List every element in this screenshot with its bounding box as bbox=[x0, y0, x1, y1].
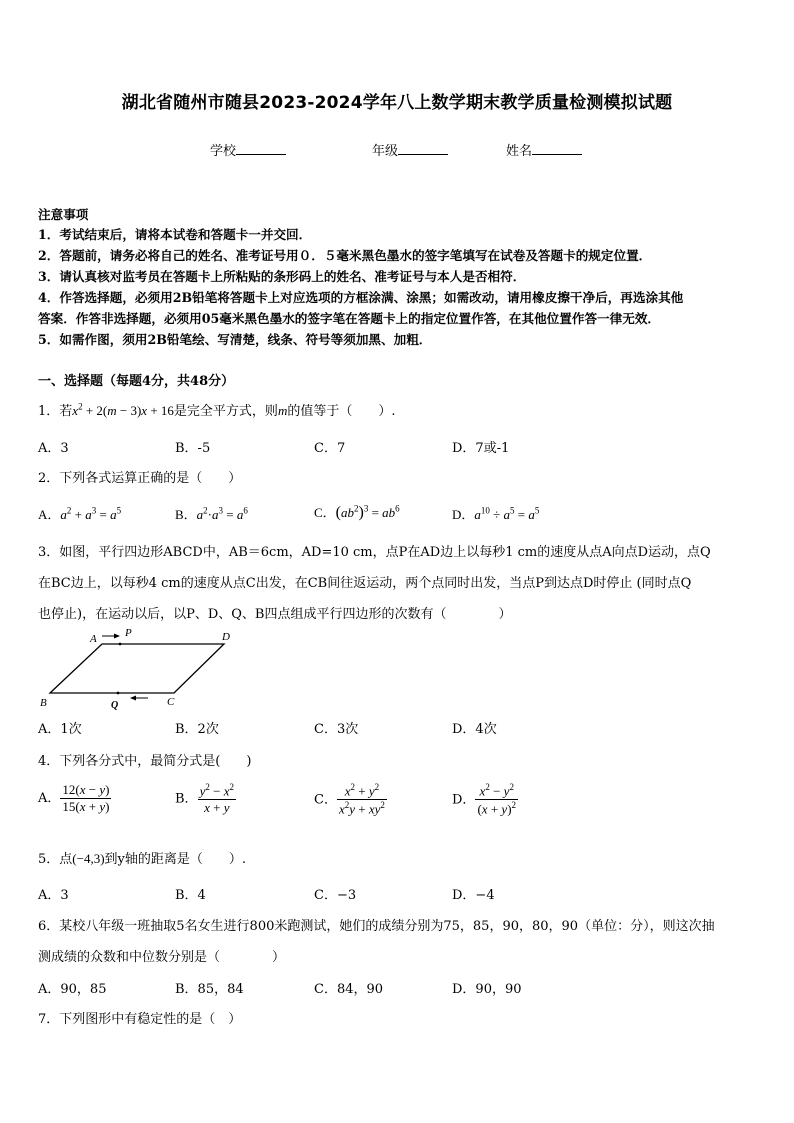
notice-heading: 注意事项 bbox=[38, 207, 89, 222]
option[interactable]: C．3次 bbox=[314, 722, 359, 737]
option[interactable]: B．2次 bbox=[175, 722, 219, 737]
option[interactable]: D．4次 bbox=[452, 722, 497, 737]
option[interactable]: B． $\frac{y^2 - x^2}{x + y}$ bbox=[175, 782, 234, 816]
question-3-line: 也停止)，在运动以后，以P、D、Q、B四点组成平行四边形的次数有（ ） bbox=[38, 607, 512, 622]
notice-item: 4．作答选择题，必须用2B铅笔将答题卡上对应选项的方框涂满、涂黑；如需改动，请用橡皮擦干净后，再选涂其他 bbox=[38, 290, 684, 305]
notice-item: 5．如需作图，须用2B铅笔绘、写清楚，线条、符号等须加黑、加粗． bbox=[38, 332, 432, 347]
label-a: A bbox=[90, 633, 97, 645]
label-p: P bbox=[125, 627, 132, 639]
label-c: C bbox=[167, 696, 175, 708]
notice-item: 2．答题前，请务必将自己的姓名、准考证号用０．５毫米黑色墨水的签字笔填写在试卷及答题卡的规定位置． bbox=[38, 248, 652, 263]
option[interactable]: A．1次 bbox=[38, 722, 82, 737]
question-7: 7．下列图形中有稳定性的是（ ） bbox=[38, 1012, 242, 1027]
question-3-line: 3．如图，平行四边形ABCD中，AB＝6cm，AD=10 cm，点P在AD边上以每秒1 cm的速度从点A向点D运动，点Q bbox=[38, 545, 711, 560]
arrowhead-p bbox=[114, 634, 120, 639]
question-6-line: 测成绩的众数和中位数分别是（ ） bbox=[38, 950, 286, 965]
option[interactable]: D．$a^{10} \div a^5 = a^5$ bbox=[452, 505, 540, 522]
question-3-line: 在BC边上，以每秒4 cm的速度从点C出发，在CB间往返运动，两个点同时出发，当点P到达点D时停止 (同时点Q bbox=[38, 576, 692, 591]
option[interactable]: B．4 bbox=[175, 888, 206, 903]
section-heading: 一、选择题（每题4分，共48分） bbox=[38, 374, 235, 389]
option[interactable]: C．84，90 bbox=[314, 982, 384, 997]
arrowhead-q bbox=[130, 696, 136, 701]
question-1: 1．若$x^2 + 2(m - 3)x + 16$是完全平方式，则m的值等于（ ）. bbox=[38, 401, 396, 419]
option[interactable]: B．$a^2\cdot a^3 = a^6$ bbox=[175, 505, 248, 522]
question-6-line: 6．某校八年级一班抽取5名女生进行800米跑测试，她们的成绩分别为75，85，90，80，90（单位：分），则这次抽 bbox=[38, 919, 715, 934]
option[interactable]: A．90，85 bbox=[38, 982, 107, 997]
option[interactable]: D．−4 bbox=[452, 888, 495, 903]
question-4: 4．下列各分式中，最简分式是( ) bbox=[38, 754, 252, 769]
notice-item: 1．考试结束后，请将本试卷和答题卡一并交回． bbox=[38, 227, 312, 242]
question-5: 5．点(−4,3)到y轴的距离是（ ）. bbox=[38, 851, 247, 867]
option[interactable]: C． $\frac{x^2 + y^2}{x^2y + xy^2}$ bbox=[314, 782, 385, 817]
grade-field[interactable] bbox=[372, 140, 448, 159]
option[interactable]: A．3 bbox=[38, 441, 69, 456]
option[interactable]: B．85，84 bbox=[175, 982, 244, 997]
label-b: B bbox=[40, 697, 47, 709]
option[interactable]: A． $\frac{12(x - y)}{15(x + y)}$ bbox=[38, 782, 110, 814]
name-field[interactable] bbox=[506, 140, 582, 159]
question-2: 2．下列各式运算正确的是（ ） bbox=[38, 471, 242, 486]
option[interactable]: A．3 bbox=[38, 888, 69, 903]
option[interactable]: D．7或-1 bbox=[452, 441, 510, 456]
option[interactable]: A．$a^2 + a^3 = a^5$ bbox=[38, 505, 122, 522]
notice-item: 答案．作答非选择题，必须用05毫米黑色墨水的签字笔在答题卡上的指定位置作答，在其他位置作答一律无效． bbox=[38, 311, 661, 326]
option[interactable]: C．−3 bbox=[314, 888, 357, 903]
notice-item: 3．请认真核对监考员在答题卡上所粘贴的条形码上的姓名、准考证号与本人是否相符． bbox=[38, 269, 526, 284]
name-label: 姓名 bbox=[506, 144, 533, 159]
page-title: 湖北省随州市随县2023-2024学年八上数学期末教学质量检测模拟试题 bbox=[121, 93, 673, 113]
parallelogram-figure bbox=[36, 624, 246, 712]
option[interactable]: D． $\frac{x^2 - y^2}{(x + y)^2}$ bbox=[452, 782, 517, 817]
option[interactable]: B．-5 bbox=[175, 441, 211, 456]
school-field[interactable] bbox=[210, 140, 286, 159]
option[interactable]: C．$(ab^2)^3 = ab^6$ bbox=[314, 503, 400, 521]
label-d: D bbox=[222, 631, 230, 643]
option[interactable]: C．7 bbox=[314, 441, 346, 456]
parallelogram-abcd bbox=[50, 644, 224, 693]
label-q: Q bbox=[111, 700, 119, 711]
school-label: 学校 bbox=[210, 144, 237, 159]
option[interactable]: D．90，90 bbox=[452, 982, 522, 997]
point-p bbox=[119, 643, 122, 646]
grade-label: 年级 bbox=[372, 144, 399, 159]
point-q bbox=[117, 692, 120, 695]
